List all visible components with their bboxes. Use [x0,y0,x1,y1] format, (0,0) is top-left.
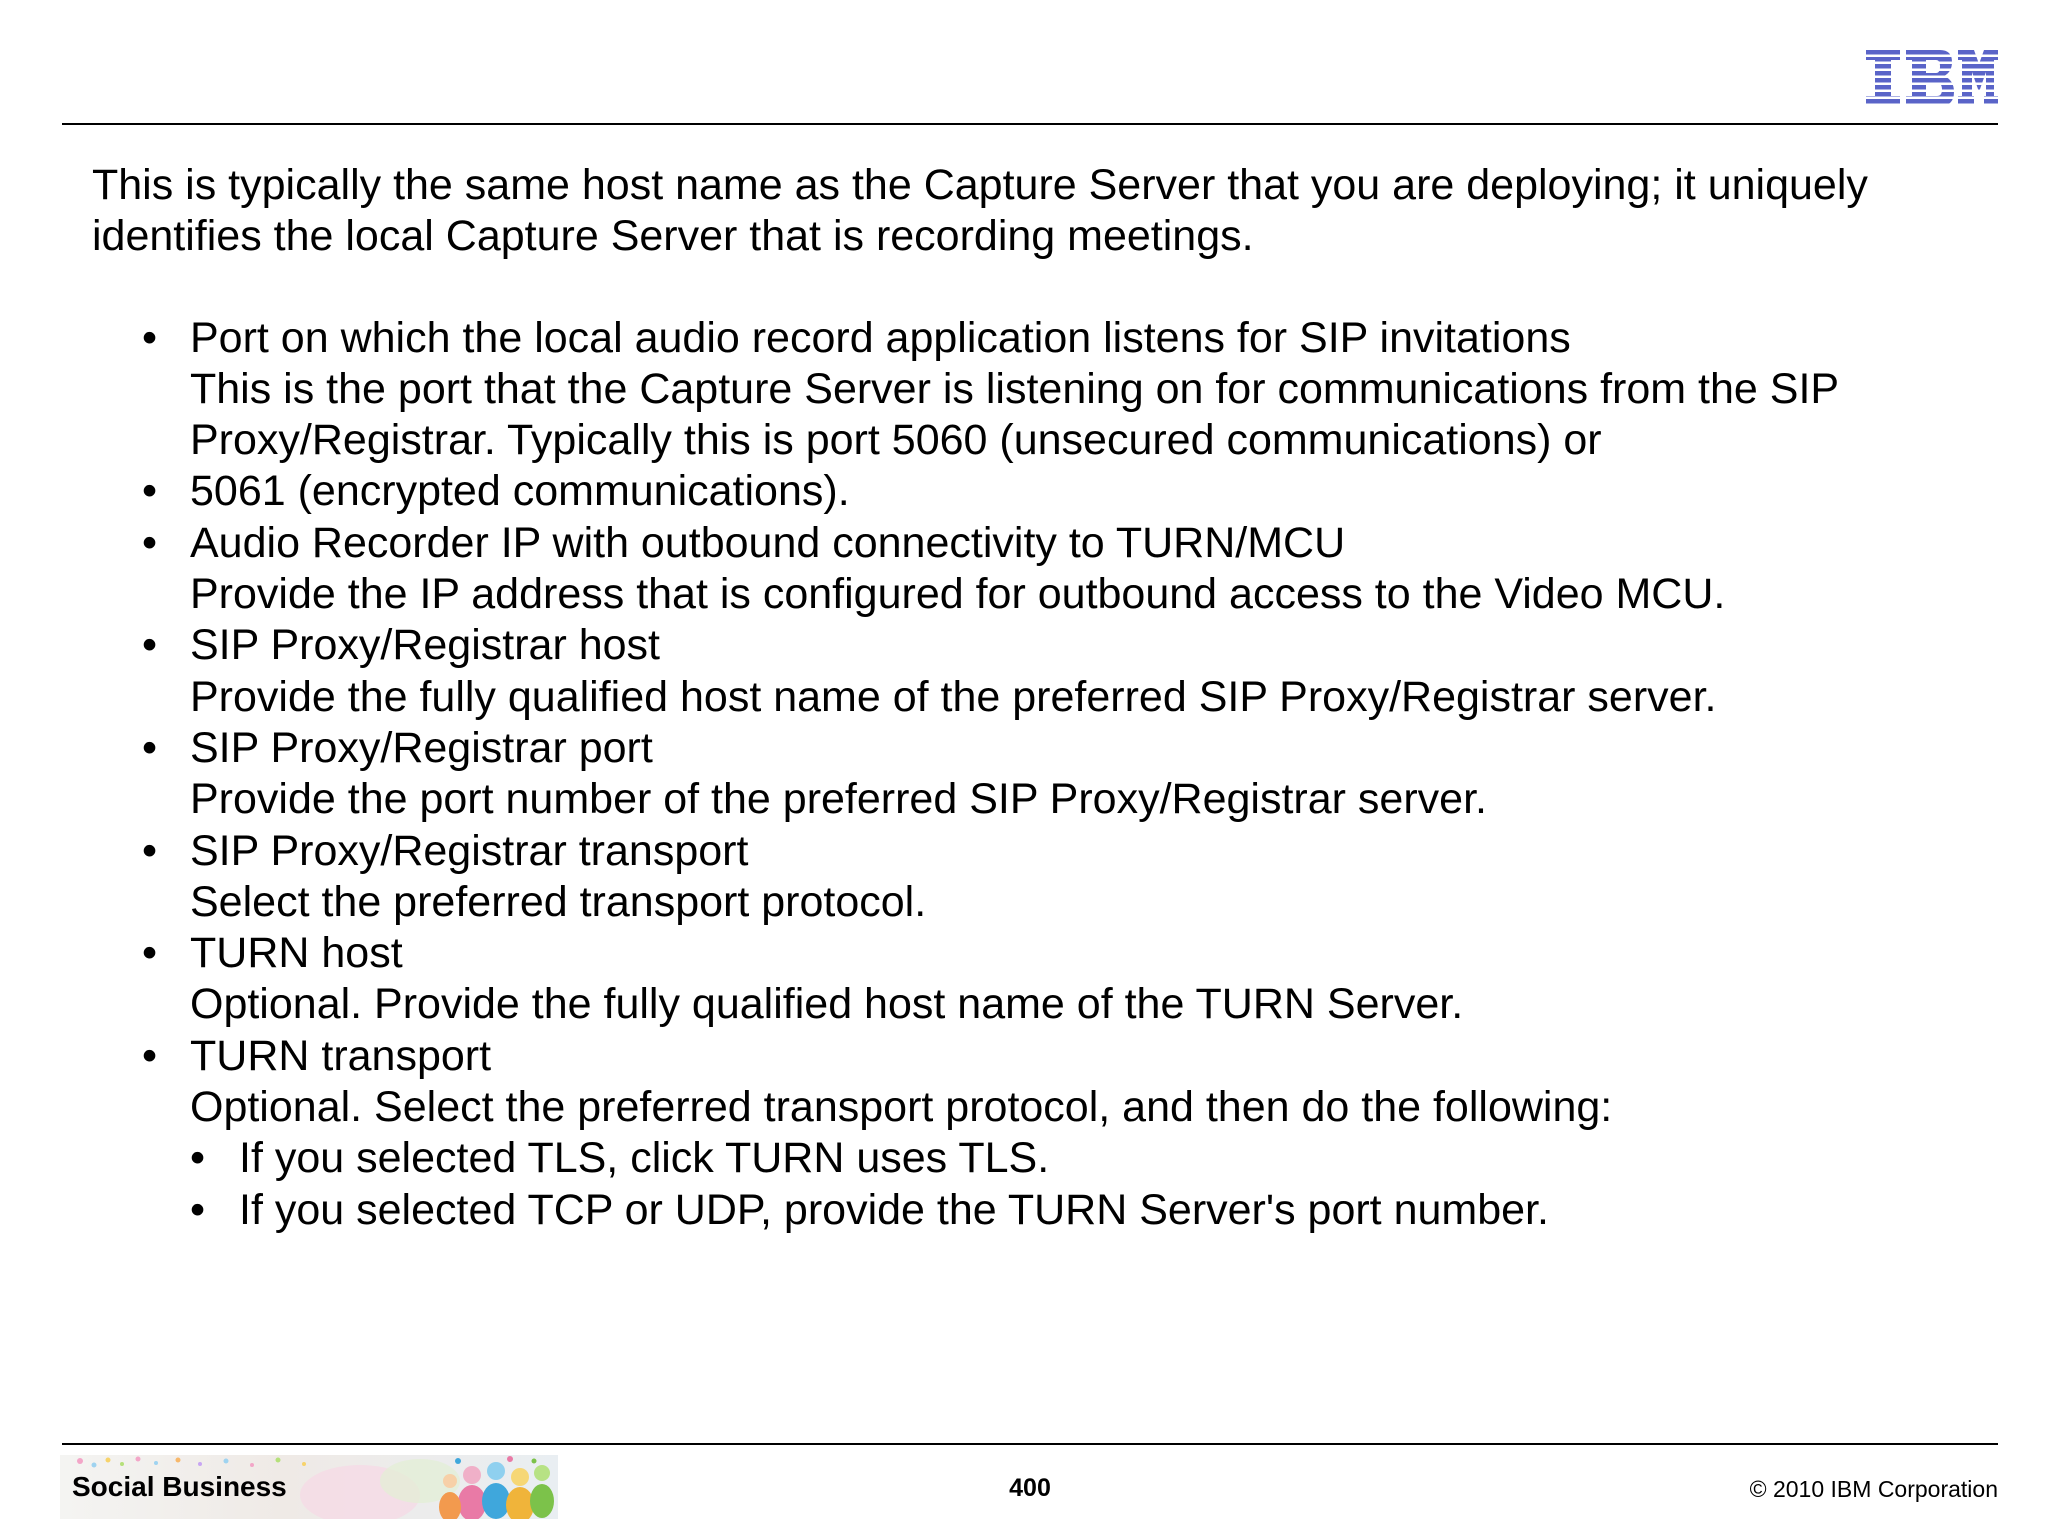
page-number: 400 [1009,1474,1051,1502]
bullet-icon: • [142,1031,158,1080]
bullet-icon: • [142,518,158,567]
bullet-icon: • [142,826,158,875]
sub-bullet-text: If you selected TCP or UDP, provide the TURN Server's port number. [239,1185,1549,1234]
bullet-icon: • [142,313,158,362]
bullet-detail: Proxy/Registrar. Typically this is port 5060 (unsecured communications) or [190,416,1602,465]
bullet-title: Port on which the local audio record application listens for SIP invitations [190,313,1571,362]
bullet-detail: Optional. Select the preferred transport protocol, and then do the following: [190,1083,1613,1132]
bullet-detail: Provide the port number of the preferred SIP Proxy/Registrar server. [190,775,1487,824]
list-item [92,928,1992,1031]
bullet-icon: • [142,723,158,772]
bullet-icon: • [190,1185,206,1234]
bullet-detail: Optional. Provide the fully qualified host name of the TURN Server. [190,980,1464,1029]
bullet-icon: • [142,929,158,978]
bullet-title: TURN host [190,929,403,978]
bullet-title: Audio Recorder IP with outbound connectivity to TURN/MCU [190,518,1346,567]
list-item [92,723,1992,826]
header-divider [62,123,1998,125]
bullet-list [92,313,1992,1236]
list-item [92,826,1992,929]
intro-paragraph: This is typically the same host name as the Capture Server that you are deploying; it uniquely identifies the local Capture Server that is recording meetings. [92,161,1868,261]
bullet-title: TURN transport [190,1031,492,1080]
bullet-detail: Provide the IP address that is configured for outbound access to the Video MCU. [190,570,1726,619]
slide-body [92,160,1992,1236]
list-item [92,466,1992,517]
sub-list-item [190,1185,1992,1236]
sub-list-item [190,1133,1992,1184]
ibm-logo [1866,50,1998,106]
footer-divider [62,1443,1998,1445]
bullet-icon: • [142,621,158,670]
bullet-detail: Provide the fully qualified host name of the preferred SIP Proxy/Registrar server. [190,672,1717,721]
list-item [92,620,1992,723]
list-item [92,313,1992,467]
sub-bullet-list [190,1133,1992,1236]
bullet-detail: This is the port that the Capture Server is listening on for communications from the SIP [190,364,1840,413]
sub-bullet-text: If you selected TLS, click TURN uses TLS. [239,1134,1050,1183]
bullet-icon: • [142,467,158,516]
social-business-banner [60,1455,558,1519]
bullet-icon: • [190,1134,206,1183]
banner-label: Social Business [72,1471,287,1502]
bullet-title: SIP Proxy/Registrar transport [190,826,749,875]
copyright-notice: © 2010 IBM Corporation [1749,1476,1998,1502]
list-item [92,518,1992,621]
list-item [92,1031,1992,1236]
bullet-title: SIP Proxy/Registrar host [190,621,660,670]
bullet-title: SIP Proxy/Registrar port [190,723,653,772]
bullet-detail: Select the preferred transport protocol. [190,877,927,926]
bullet-title: 5061 (encrypted communications). [190,467,850,516]
